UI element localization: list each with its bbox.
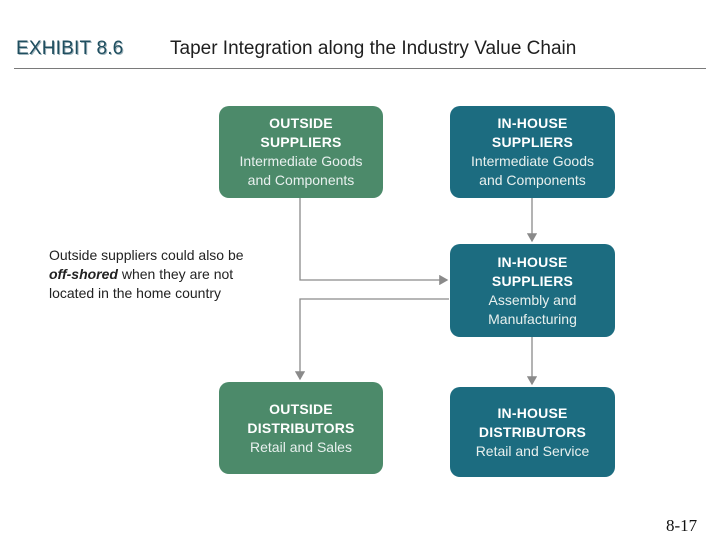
arrow-assembly-to-outside-distributors [300,299,449,379]
box-inhouse-suppliers-intermediate [450,106,615,198]
box-bold-line: OUTSIDE [269,400,333,417]
box-outside-distributors [219,382,383,474]
note-emphasis: off-shored [49,266,118,282]
box-normal-line: Assembly and [488,291,577,308]
box-normal-line: Retail and Sales [250,438,352,455]
exhibit-label: EXHIBIT 8.6 [16,38,124,59]
box-normal-line: Manufacturing [488,310,577,327]
box-normal-line: and Components [479,172,586,188]
box-normal-line: and Components [247,172,355,188]
note-text-before: Outside suppliers could also be [49,247,244,263]
box-bold-line: DISTRIBUTORS [478,423,587,440]
box-normal-line: Intermediate Goods [471,153,594,169]
offshore-note [49,246,249,303]
box-bold-line: DISTRIBUTORS [247,419,355,436]
box-inhouse-suppliers-assembly [450,244,615,337]
arrow-outside-suppliers-to-assembly [300,198,447,280]
box-outside-suppliers [219,106,383,198]
box-bold-line: SUPPLIERS [491,272,574,289]
box-bold-line: SUPPLIERS [260,134,342,150]
box-normal-line: Retail and Service [475,442,590,459]
box-bold-line: SUPPLIERS [491,134,574,150]
box-bold-line: OUTSIDE [269,115,333,131]
note-text-after: when they are not located in the home country [49,266,234,301]
box-bold-line: IN-HOUSE [497,115,568,131]
box-bold-line: IN-HOUSE [497,404,568,421]
box-normal-line: Intermediate Goods [239,153,363,169]
page-number: 8-17 [666,516,698,535]
box-inhouse-distributors [450,387,615,477]
exhibit-title: Taper Integration along the Industry Value Chain [170,38,577,59]
box-bold-line: IN-HOUSE [497,253,568,270]
